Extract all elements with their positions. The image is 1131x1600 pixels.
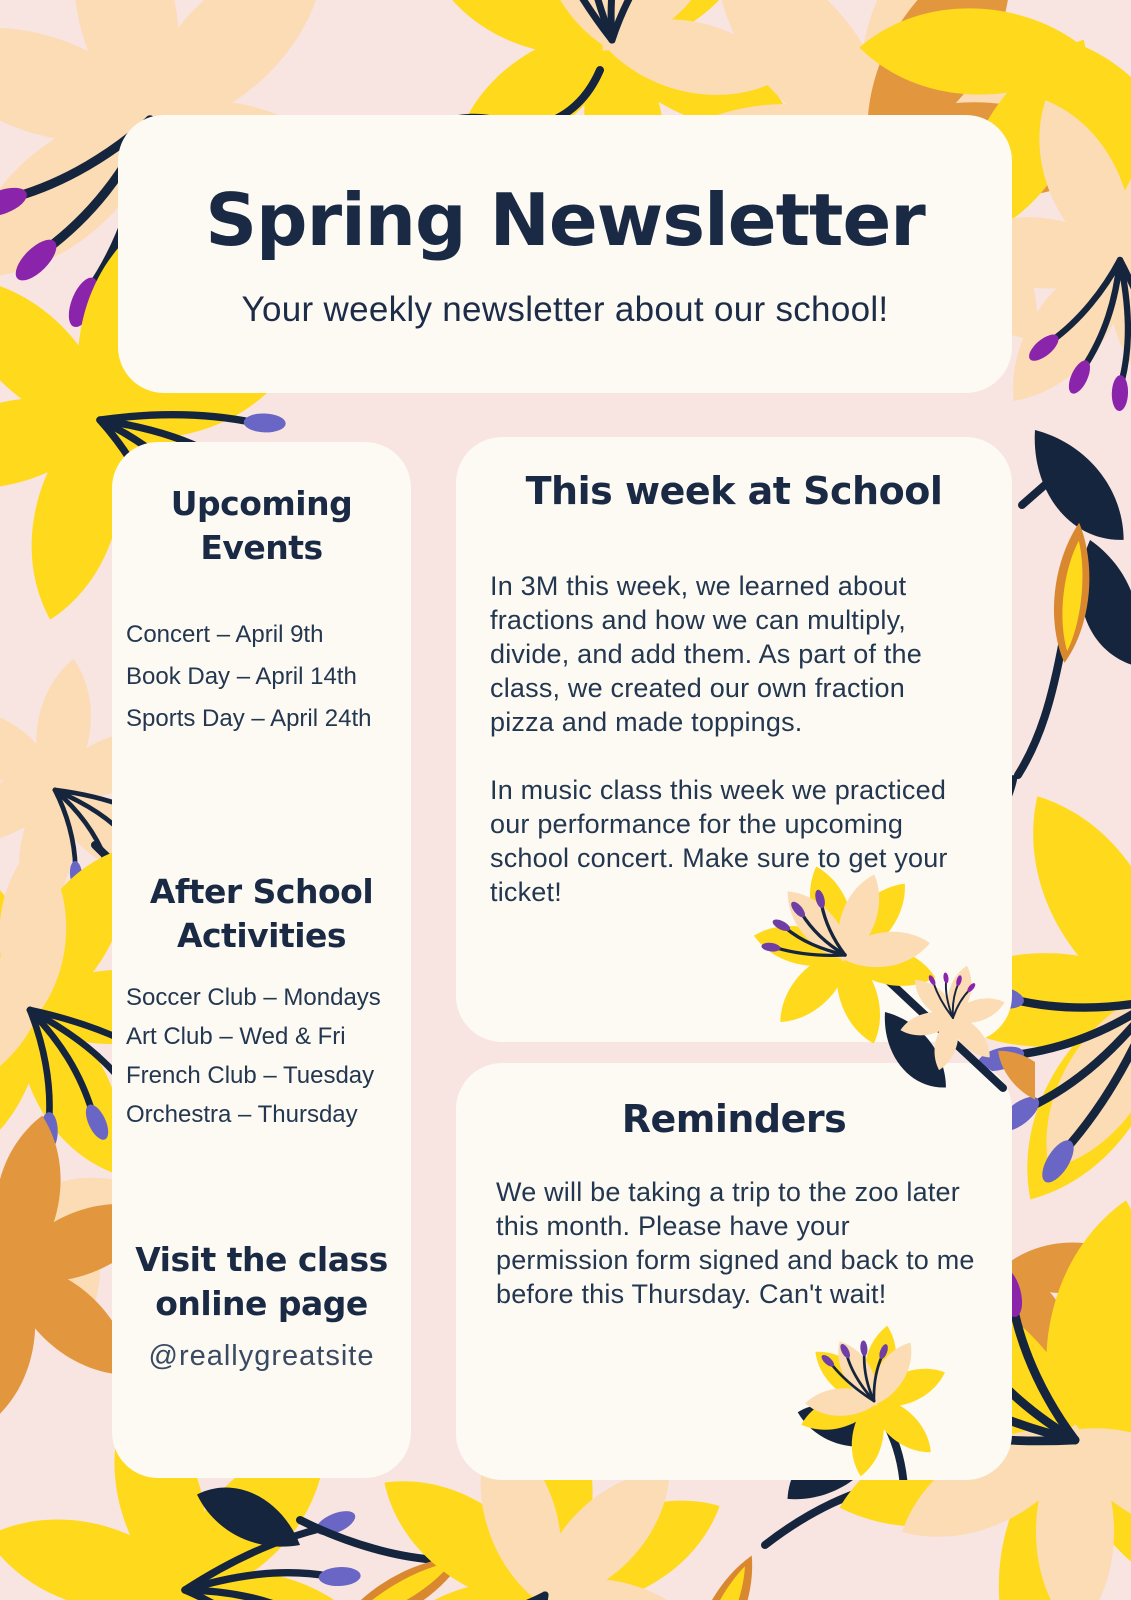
social-handle: @reallygreatsite (148, 1340, 375, 1372)
after-school-heading (112, 870, 411, 957)
heading-line: After School (149, 872, 374, 911)
upcoming-events-list (126, 614, 409, 740)
after-school-list (126, 978, 409, 1134)
this-week-lily-illustration (735, 850, 1035, 1100)
page-title: Spring Newsletter (205, 178, 925, 262)
online-page-heading (112, 1238, 411, 1325)
page-subtitle: Your weekly newsletter about our school! (241, 290, 889, 329)
heading-line: Upcoming (170, 484, 353, 523)
heading-line: Events (200, 527, 323, 567)
this-week-heading: This week at School (525, 469, 943, 513)
heading-line: online page (155, 1283, 368, 1323)
activity-item: Soccer Club – Mondays (126, 984, 381, 1011)
this-week-paragraph: In 3M this week, we learned about fractions and how we can multiply, divide, and add them. As part of the class, we created our own fraction pizza and made toppings. (490, 571, 922, 737)
reminders-heading: Reminders (621, 1097, 847, 1141)
sidebar-card (112, 442, 411, 1478)
activity-item: Art Club – Wed & Fri (126, 1023, 346, 1050)
upcoming-events-heading (112, 482, 411, 569)
heading-line: Visit the class (135, 1240, 388, 1279)
this-week-paragraph: In music class this week we practiced our performance for the upcoming school concert. Make sure to get your ticket! (490, 775, 948, 907)
reminders-lily-illustration (762, 1316, 992, 1480)
reminders-card (456, 1063, 1012, 1480)
header-card (118, 115, 1012, 393)
event-item: Book Day – April 14th (126, 663, 357, 690)
reminders-paragraph: We will be taking a trip to the zoo later this month. Please have your permission form signed and back to me before this Thursday. Can't wait! (496, 1177, 975, 1309)
heading-line: Activities (176, 915, 347, 955)
activity-item: French Club – Tuesday (126, 1062, 375, 1089)
activity-item: Orchestra – Thursday (126, 1101, 358, 1128)
event-item: Concert – April 9th (126, 621, 324, 648)
event-item: Sports Day – April 24th (126, 705, 372, 732)
reminders-body (496, 1175, 978, 1311)
